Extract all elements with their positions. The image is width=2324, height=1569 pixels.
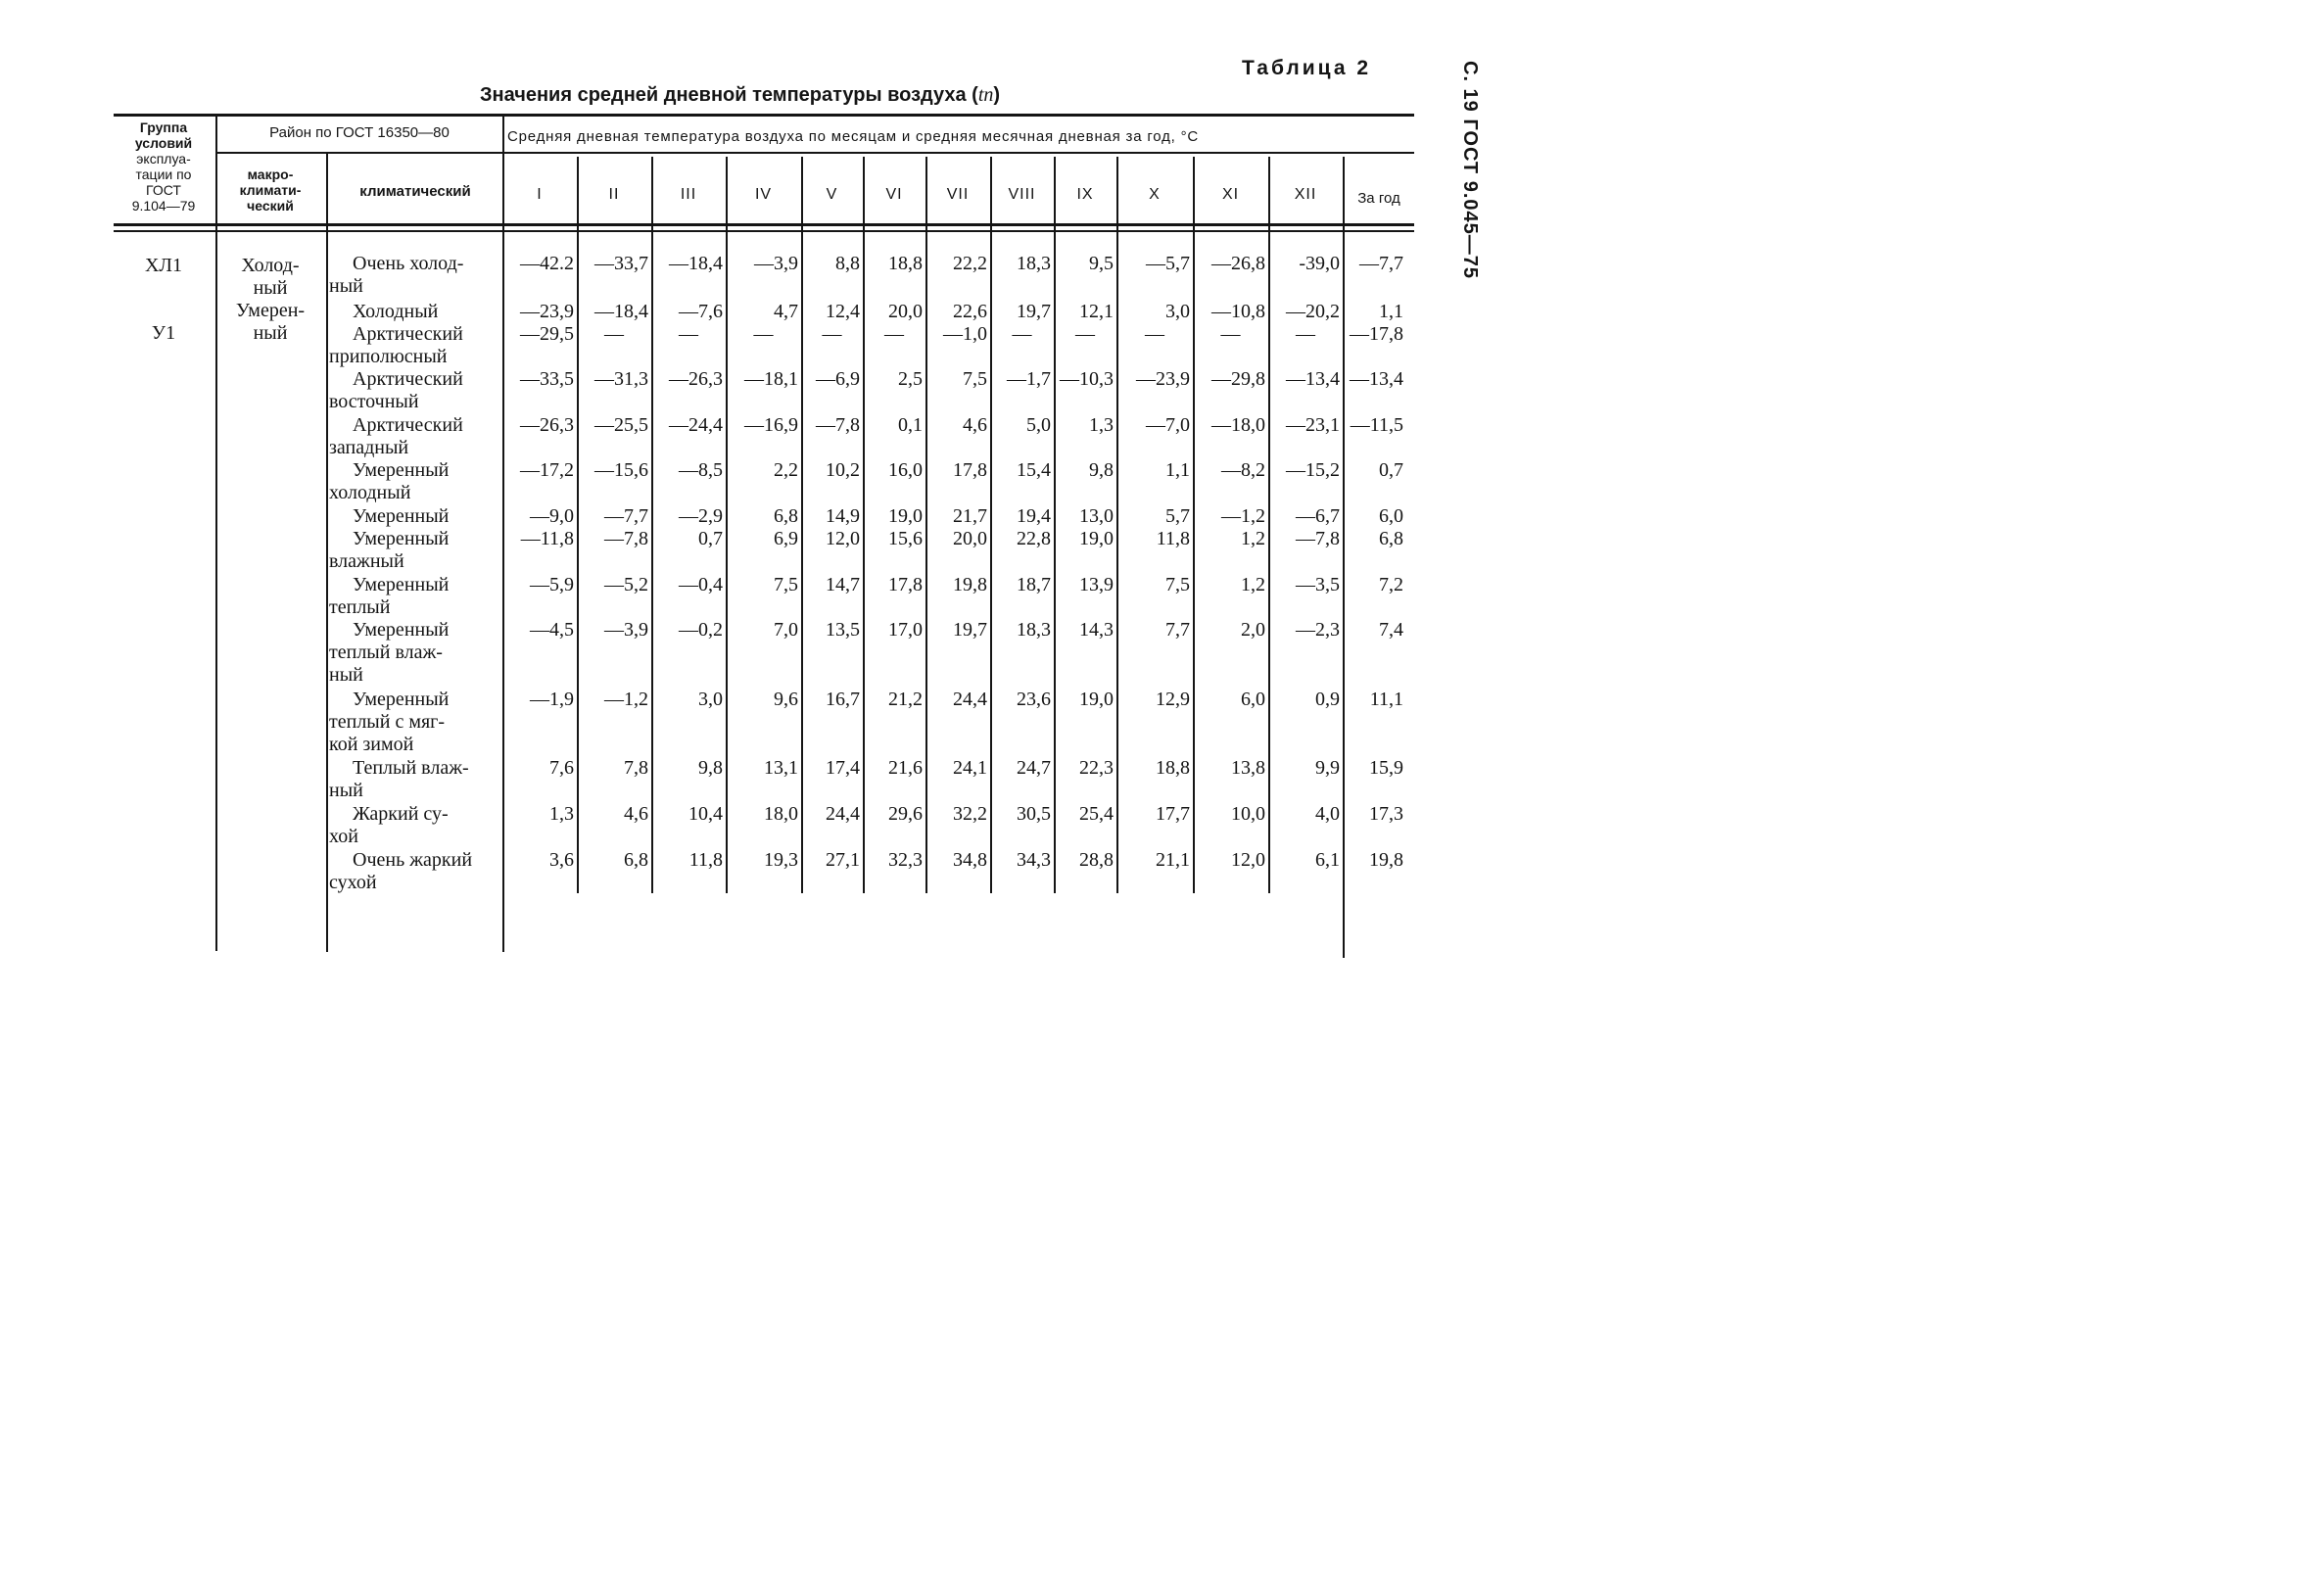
value-cell: 0,1 bbox=[898, 414, 923, 436]
value-cell: —18,1 bbox=[744, 368, 798, 390]
value-cell: 16,7 bbox=[826, 689, 860, 710]
value-cell: — bbox=[753, 323, 774, 345]
value-cell: 6,8 bbox=[1379, 528, 1403, 549]
value-cell: 19,0 bbox=[1079, 689, 1114, 710]
value-cell: 21,1 bbox=[1156, 849, 1190, 871]
value-cell: 7,8 bbox=[624, 757, 648, 779]
value-cell: —13,4 bbox=[1350, 368, 1403, 390]
value-cell: 19,8 bbox=[1369, 849, 1403, 871]
header-month: XI bbox=[1221, 186, 1240, 203]
value-cell: 12,9 bbox=[1156, 689, 1190, 710]
value-cell: 21,7 bbox=[953, 505, 987, 527]
value-cell: 0,9 bbox=[1315, 689, 1340, 710]
header-month: VI bbox=[885, 186, 903, 203]
value-cell: — bbox=[679, 323, 698, 345]
value-cell: —11,8 bbox=[520, 528, 574, 549]
value-cell: 3,0 bbox=[1165, 301, 1190, 322]
value-cell: —1,7 bbox=[1007, 368, 1051, 390]
value-cell: 7,6 bbox=[549, 757, 574, 779]
col-divider bbox=[215, 117, 217, 951]
value-cell: 9,8 bbox=[1089, 459, 1114, 481]
value-cell: —7,8 bbox=[604, 528, 648, 549]
value-cell: —18,4 bbox=[594, 301, 648, 322]
value-cell: —13,4 bbox=[1286, 368, 1340, 390]
header-month: X bbox=[1149, 186, 1161, 203]
value-cell: —3,5 bbox=[1296, 574, 1340, 595]
value-cell: 23,6 bbox=[1017, 689, 1051, 710]
climatic-region-name: Умеренный теплый bbox=[329, 574, 450, 618]
climatic-region-name: Умеренный bbox=[353, 505, 450, 527]
header-month: IX bbox=[1076, 186, 1094, 203]
value-cell: 6,8 bbox=[774, 505, 798, 527]
value-cell: 19,3 bbox=[764, 849, 798, 871]
header-bottom-rule-2 bbox=[114, 230, 1414, 232]
value-cell: 13,0 bbox=[1079, 505, 1114, 527]
value-cell: —1,2 bbox=[1221, 505, 1265, 527]
header-bottom-rule bbox=[114, 223, 1414, 226]
value-cell: 18,0 bbox=[764, 803, 798, 825]
value-cell: 12,0 bbox=[826, 528, 860, 549]
value-cell: 28,8 bbox=[1079, 849, 1114, 871]
climatic-region-name: Холодный bbox=[353, 301, 439, 322]
value-cell: —31,3 bbox=[594, 368, 648, 390]
value-cell: 24,4 bbox=[953, 689, 987, 710]
value-cell: — bbox=[1075, 323, 1095, 345]
value-cell: 16,0 bbox=[888, 459, 923, 481]
value-cell: 6,1 bbox=[1315, 849, 1340, 871]
value-cell: — bbox=[1145, 323, 1164, 345]
value-cell: 2,5 bbox=[898, 368, 923, 390]
value-cell: —7,7 bbox=[1359, 253, 1403, 274]
value-cell: 0,7 bbox=[698, 528, 723, 549]
header-month: VIII bbox=[1008, 186, 1036, 203]
value-cell: 12,0 bbox=[1231, 849, 1265, 871]
value-cell: —23,9 bbox=[520, 301, 574, 322]
value-cell: —29,5 bbox=[520, 323, 574, 345]
value-cell: —5,9 bbox=[530, 574, 574, 595]
header-month: V bbox=[826, 186, 838, 203]
page-label: С. 19 ГОСТ 9.045—75 bbox=[1459, 61, 1481, 280]
value-cell: 4,6 bbox=[963, 414, 987, 436]
value-cell: 13,5 bbox=[826, 619, 860, 641]
climatic-region-name: Очень жаркий сухой bbox=[329, 849, 473, 893]
value-cell: 32,2 bbox=[953, 803, 987, 825]
value-cell: —18,0 bbox=[1211, 414, 1265, 436]
value-cell: —26,3 bbox=[669, 368, 723, 390]
header-month: I bbox=[537, 186, 543, 203]
value-cell: 11,1 bbox=[1369, 689, 1403, 710]
climatic-region-name: Арктический западный bbox=[329, 414, 463, 458]
value-cell: 7,5 bbox=[1165, 574, 1190, 595]
value-cell: 30,5 bbox=[1017, 803, 1051, 825]
value-cell: —3,9 bbox=[604, 619, 648, 641]
climatic-region-name: Теплый влаж- ный bbox=[329, 757, 469, 801]
climatic-region-name: Арктический приполюсный bbox=[329, 323, 463, 367]
value-cell: —15,6 bbox=[594, 459, 648, 481]
value-cell: —23,1 bbox=[1286, 414, 1340, 436]
table-number: Таблица 2 bbox=[1242, 57, 1372, 79]
value-cell: —4,5 bbox=[530, 619, 574, 641]
header-month: IV bbox=[754, 186, 773, 203]
value-cell: —10,8 bbox=[1211, 301, 1265, 322]
value-cell: 11,8 bbox=[1156, 528, 1190, 549]
group-code: ХЛ1 bbox=[144, 255, 182, 276]
value-cell: 2,2 bbox=[774, 459, 798, 481]
value-cell: 17,3 bbox=[1369, 803, 1403, 825]
value-cell: 18,8 bbox=[888, 253, 923, 274]
value-cell: 19,8 bbox=[953, 574, 987, 595]
header-month: XII bbox=[1294, 186, 1317, 203]
value-cell: —33,7 bbox=[594, 253, 648, 274]
value-cell: 7,5 bbox=[963, 368, 987, 390]
value-cell: 1,3 bbox=[1089, 414, 1114, 436]
value-cell: 7,2 bbox=[1379, 574, 1403, 595]
value-cell: 18,7 bbox=[1017, 574, 1051, 595]
value-cell: 34,3 bbox=[1017, 849, 1051, 871]
value-cell: 15,6 bbox=[888, 528, 923, 549]
value-cell: 17,0 bbox=[888, 619, 923, 641]
value-cell: —7,8 bbox=[1296, 528, 1340, 549]
value-cell: 29,6 bbox=[888, 803, 923, 825]
header-climatic: климатический bbox=[359, 183, 471, 200]
value-cell: 7,0 bbox=[774, 619, 798, 641]
value-cell: 1,3 bbox=[549, 803, 574, 825]
col-divider bbox=[1343, 157, 1345, 958]
value-cell: 1,1 bbox=[1379, 301, 1403, 322]
value-cell: — bbox=[1296, 323, 1315, 345]
value-cell: — bbox=[884, 323, 904, 345]
climatic-region-name: Жаркий су- хой bbox=[329, 803, 449, 847]
value-cell: —7,7 bbox=[604, 505, 648, 527]
value-cell: 1,2 bbox=[1241, 528, 1265, 549]
value-cell: 1,2 bbox=[1241, 574, 1265, 595]
header-district: Район по ГОСТ 16350—80 bbox=[269, 124, 450, 141]
value-cell: 18,3 bbox=[1017, 253, 1051, 274]
header-month: II bbox=[608, 186, 620, 203]
value-cell: 21,6 bbox=[888, 757, 923, 779]
value-cell: —8,2 bbox=[1221, 459, 1265, 481]
value-cell: 12,1 bbox=[1079, 301, 1114, 322]
value-cell: 17,8 bbox=[888, 574, 923, 595]
value-cell: 22,8 bbox=[1017, 528, 1051, 549]
value-cell: -39,0 bbox=[1299, 253, 1340, 274]
value-cell: 32,3 bbox=[888, 849, 923, 871]
value-cell: —6,9 bbox=[816, 368, 860, 390]
value-cell: 3,0 bbox=[698, 689, 723, 710]
value-cell: —0,4 bbox=[679, 574, 723, 595]
value-cell: —15,2 bbox=[1286, 459, 1340, 481]
value-cell: —33,5 bbox=[520, 368, 574, 390]
value-cell: 14,7 bbox=[826, 574, 860, 595]
value-cell: —29,8 bbox=[1211, 368, 1265, 390]
value-cell: 17,4 bbox=[826, 757, 860, 779]
value-cell: —18,4 bbox=[669, 253, 723, 274]
header-month: VII bbox=[946, 186, 970, 203]
value-cell: —8,5 bbox=[679, 459, 723, 481]
value-cell: 6,0 bbox=[1241, 689, 1265, 710]
value-cell: —0,2 bbox=[679, 619, 723, 641]
value-cell: — bbox=[822, 323, 842, 345]
value-cell: 10,4 bbox=[688, 803, 723, 825]
value-cell: 27,1 bbox=[826, 849, 860, 871]
col-divider bbox=[326, 154, 328, 952]
value-cell: 4,6 bbox=[624, 803, 648, 825]
value-cell: —1,0 bbox=[943, 323, 987, 345]
value-cell: —1,9 bbox=[530, 689, 574, 710]
value-cell: 9,8 bbox=[698, 757, 723, 779]
value-cell: 18,8 bbox=[1156, 757, 1190, 779]
value-cell: 13,1 bbox=[764, 757, 798, 779]
climatic-region-name: Арктический восточный bbox=[329, 368, 463, 412]
value-cell: 19,7 bbox=[1017, 301, 1051, 322]
value-cell: — bbox=[1012, 323, 1032, 345]
value-cell: —20,2 bbox=[1286, 301, 1340, 322]
header-temperature-span: Средняя дневная температура воздуха по месяцам и средняя месячная дневная за год, °С bbox=[507, 128, 1200, 145]
value-cell: — bbox=[604, 323, 624, 345]
value-cell: 22,6 bbox=[953, 301, 987, 322]
value-cell: 34,8 bbox=[953, 849, 987, 871]
value-cell: 7,4 bbox=[1379, 619, 1403, 641]
header-month: За год bbox=[1357, 190, 1400, 207]
district-subrule bbox=[217, 152, 1414, 154]
value-cell: 2,0 bbox=[1241, 619, 1265, 641]
climatic-region-name: Умеренный теплый влаж- ный bbox=[329, 619, 450, 686]
value-cell: —11,5 bbox=[1350, 414, 1403, 436]
value-cell: —2,9 bbox=[679, 505, 723, 527]
value-cell: 9,9 bbox=[1315, 757, 1340, 779]
value-cell: —2,3 bbox=[1296, 619, 1340, 641]
value-cell: 24,7 bbox=[1017, 757, 1051, 779]
value-cell: 24,1 bbox=[953, 757, 987, 779]
header-macroclimatic: макро- климати- ческий bbox=[239, 166, 302, 214]
value-cell: 5,0 bbox=[1026, 414, 1051, 436]
value-cell: 1,1 bbox=[1165, 459, 1190, 481]
value-cell: 20,0 bbox=[888, 301, 923, 322]
value-cell: —5,7 bbox=[1146, 253, 1190, 274]
value-cell: 21,2 bbox=[888, 689, 923, 710]
value-cell: 19,0 bbox=[888, 505, 923, 527]
value-cell: —25,5 bbox=[594, 414, 648, 436]
header-group: Группа условий эксплуа- тации по ГОСТ 9.104—79 bbox=[131, 119, 196, 214]
value-cell: —5,2 bbox=[604, 574, 648, 595]
value-cell: —3,9 bbox=[754, 253, 798, 274]
climatic-region-name: Умеренный теплый с мяг- кой зимой bbox=[329, 689, 450, 755]
value-cell: 9,6 bbox=[774, 689, 798, 710]
value-cell: 17,7 bbox=[1156, 803, 1190, 825]
value-cell: 7,7 bbox=[1165, 619, 1190, 641]
value-cell: 4,0 bbox=[1315, 803, 1340, 825]
value-cell: —26,3 bbox=[520, 414, 574, 436]
value-cell: —24,4 bbox=[669, 414, 723, 436]
value-cell: 13,9 bbox=[1079, 574, 1114, 595]
value-cell: —17,8 bbox=[1350, 323, 1403, 345]
value-cell: 5,7 bbox=[1165, 505, 1190, 527]
value-cell: —1,2 bbox=[604, 689, 648, 710]
value-cell: —7,0 bbox=[1146, 414, 1190, 436]
value-cell: —17,2 bbox=[520, 459, 574, 481]
value-cell: 6,8 bbox=[624, 849, 648, 871]
value-cell: 0,7 bbox=[1379, 459, 1403, 481]
value-cell: 15,4 bbox=[1017, 459, 1051, 481]
value-cell: 6,0 bbox=[1379, 505, 1403, 527]
value-cell: 9,5 bbox=[1089, 253, 1114, 274]
value-cell: —23,9 bbox=[1136, 368, 1190, 390]
value-cell: 22,3 bbox=[1079, 757, 1114, 779]
value-cell: —6,7 bbox=[1296, 505, 1340, 527]
value-cell: —42.2 bbox=[520, 253, 574, 274]
top-rule bbox=[114, 114, 1414, 117]
value-cell: 25,4 bbox=[1079, 803, 1114, 825]
table-title: Значения средней дневной температуры воздуха (tп) bbox=[480, 84, 1001, 106]
climatic-region-name: Умеренный холодный bbox=[329, 459, 450, 503]
group-code: У1 bbox=[151, 322, 176, 344]
value-cell: 8,8 bbox=[835, 253, 860, 274]
value-cell: 7,5 bbox=[774, 574, 798, 595]
value-cell: 19,4 bbox=[1017, 505, 1051, 527]
value-cell: 6,9 bbox=[774, 528, 798, 549]
value-cell: 15,9 bbox=[1369, 757, 1403, 779]
value-cell: —7,8 bbox=[816, 414, 860, 436]
value-cell: 19,0 bbox=[1079, 528, 1114, 549]
value-cell: 13,8 bbox=[1231, 757, 1265, 779]
value-cell: 19,7 bbox=[953, 619, 987, 641]
value-cell: 10,0 bbox=[1231, 803, 1265, 825]
value-cell: 14,9 bbox=[826, 505, 860, 527]
header-month: III bbox=[680, 186, 697, 203]
value-cell: 17,8 bbox=[953, 459, 987, 481]
value-cell: 20,0 bbox=[953, 528, 987, 549]
value-cell: —16,9 bbox=[744, 414, 798, 436]
climatic-region-name: Умеренный влажный bbox=[329, 528, 450, 572]
macroclimatic-zone: Холод- ный bbox=[241, 255, 300, 299]
value-cell: 4,7 bbox=[774, 301, 798, 322]
value-cell: —26,8 bbox=[1211, 253, 1265, 274]
value-cell: —9,0 bbox=[530, 505, 574, 527]
value-cell: —7,6 bbox=[679, 301, 723, 322]
value-cell: 18,3 bbox=[1017, 619, 1051, 641]
value-cell: 14,3 bbox=[1079, 619, 1114, 641]
value-cell: 12,4 bbox=[826, 301, 860, 322]
value-cell: 24,4 bbox=[826, 803, 860, 825]
value-cell: —10,3 bbox=[1060, 368, 1114, 390]
value-cell: — bbox=[1220, 323, 1241, 345]
value-cell: 3,6 bbox=[549, 849, 574, 871]
climatic-region-name: Очень холод- ный bbox=[329, 253, 464, 297]
value-cell: 10,2 bbox=[826, 459, 860, 481]
macroclimatic-zone: Умерен- ный bbox=[235, 300, 306, 344]
value-cell: 22,2 bbox=[953, 253, 987, 274]
value-cell: 11,8 bbox=[688, 849, 723, 871]
